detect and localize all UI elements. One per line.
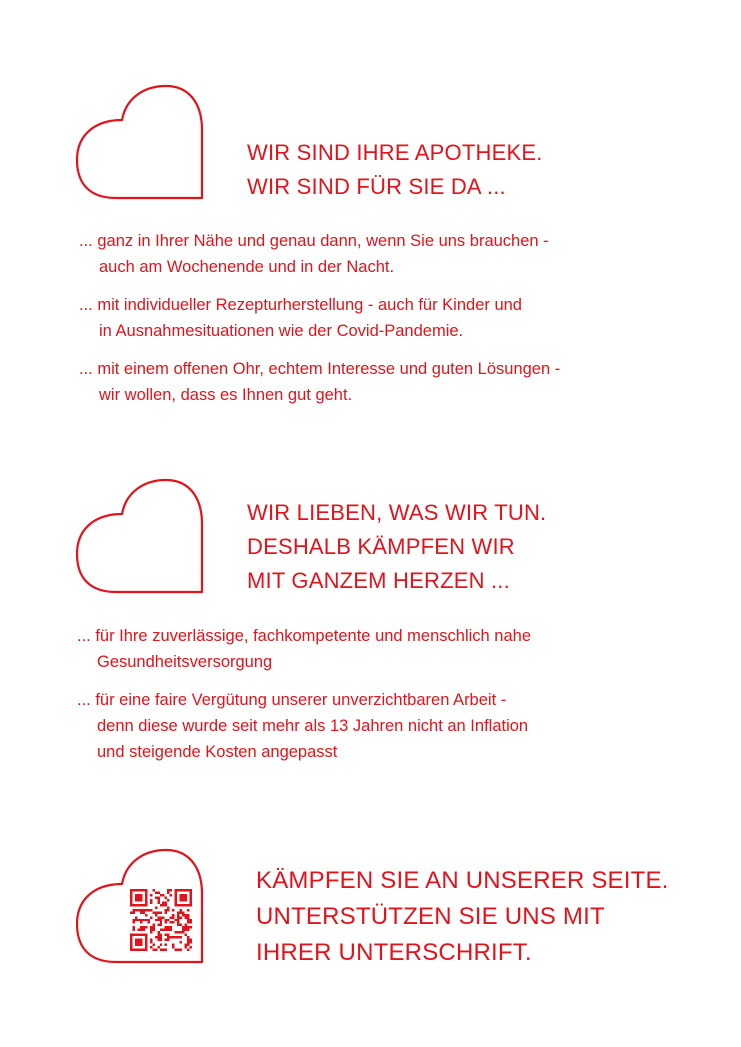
- heart-outline-icon: [76, 72, 204, 200]
- heading-line: WIR SIND IHRE APOTHEKE.: [247, 140, 543, 165]
- heading-line: WIR SIND FÜR SIE DA ...: [247, 174, 506, 199]
- heart-outline-icon: [76, 466, 204, 594]
- section3-heading: [256, 863, 669, 971]
- list-item: [79, 292, 560, 344]
- list-item-line: ... mit individueller Rezepturherstellung - auch für Kinder und: [79, 296, 522, 314]
- section1-heading: [247, 136, 543, 204]
- heading-line: DESHALB KÄMPFEN WIR: [247, 534, 515, 559]
- heading-line: UNTERSTÜTZEN SIE UNS MIT: [256, 903, 605, 930]
- list-item: [79, 356, 560, 408]
- qr-code-icon[interactable]: [130, 889, 192, 951]
- list-item-line: ... für Ihre zuverlässige, fachkompetente und menschlich nahe: [77, 627, 531, 645]
- list-item: [77, 687, 531, 765]
- list-item: [77, 623, 531, 675]
- list-item-line: ... mit einem offenen Ohr, echtem Interesse und guten Lösungen -: [79, 360, 561, 378]
- list-item-line: und steigende Kosten angepasst: [97, 743, 338, 761]
- heading-line: IHRER UNTERSCHRIFT.: [256, 939, 532, 966]
- section1-list: [79, 228, 560, 420]
- list-item-line: ... ganz in Ihrer Nähe und genau dann, wenn Sie uns brauchen -: [79, 232, 549, 250]
- heading-line: MIT GANZEM HERZEN ...: [247, 568, 510, 593]
- list-item: [79, 228, 560, 280]
- list-item-line: in Ausnahmesituationen wie der Covid-Pandemie.: [99, 322, 464, 340]
- list-item-line: ... für eine faire Vergütung unserer unverzichtbaren Arbeit -: [77, 691, 507, 709]
- heading-line: WIR LIEBEN, WAS WIR TUN.: [247, 500, 547, 525]
- list-item-line: denn diese wurde seit mehr als 13 Jahren nicht an Inflation: [97, 717, 529, 735]
- section2-heading: [247, 496, 546, 598]
- list-item-line: wir wollen, dass es Ihnen gut geht.: [99, 386, 353, 404]
- heading-line: KÄMPFEN SIE AN UNSERER SEITE.: [256, 867, 669, 894]
- section2-list: [77, 623, 531, 777]
- list-item-line: auch am Wochenende und in der Nacht.: [99, 258, 395, 276]
- list-item-line: Gesundheitsversorgung: [97, 653, 273, 671]
